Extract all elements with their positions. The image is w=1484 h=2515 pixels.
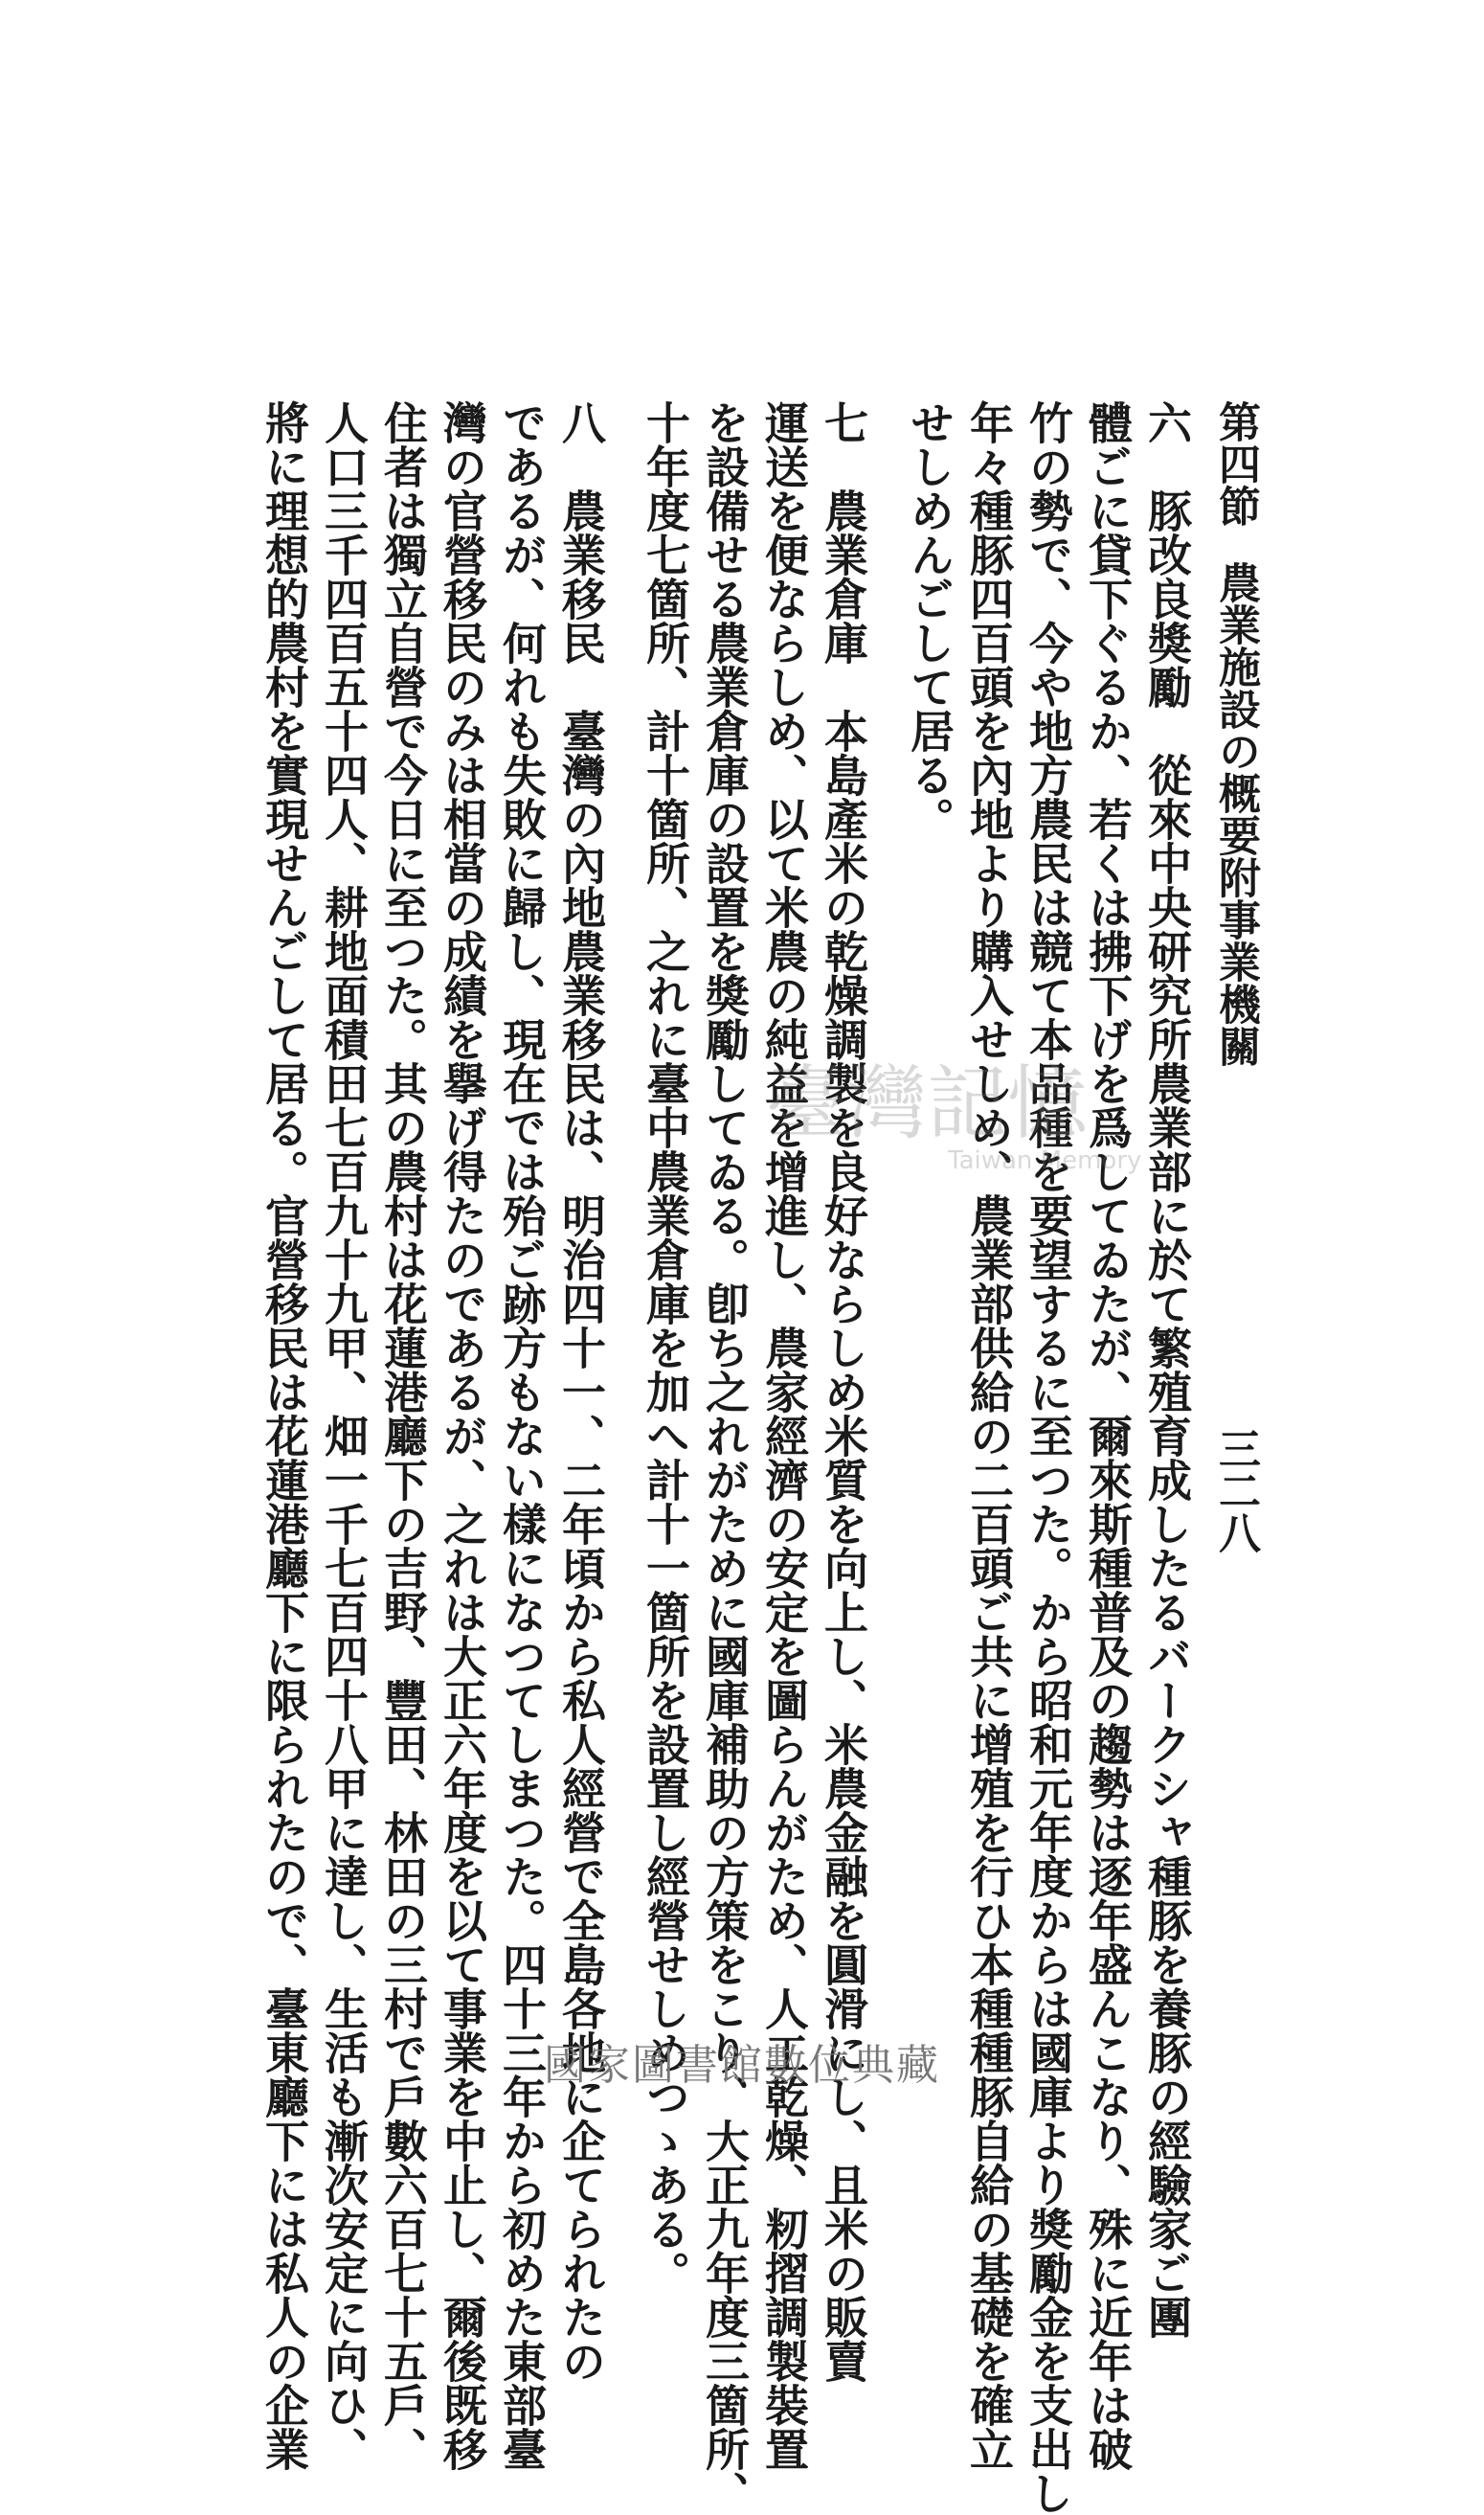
section-6-text-1: 從來中央研究所農業部に於て繁殖育成したるバークシャ種豚を養豚の經驗家ご團: [1141, 709, 1193, 2339]
footer-credit: 國家圖書館數位典藏: [544, 2041, 940, 2090]
section-8-text-1: 臺灣の內地農業移民は、明治四十一、二年頃から私人經營で全島各地に企てられたの: [555, 665, 607, 2383]
section-label: 第四節: [1211, 400, 1260, 527]
section-7-line-4: 十年度七箇所、計十箇所、之れに臺中農業倉庫を加へ計十一箇所を設置し經營せしめつゝある。: [640, 400, 691, 2295]
section-8-line-5: 人口三千四百五十四人、耕地面積田七百九十九甲、畑一千七百四十八甲に達し、生活も漸次安定に向ひ、: [318, 400, 370, 2471]
page-number: 三二八: [1211, 1427, 1260, 1553]
section-8-line-1: [555, 400, 607, 2383]
section-6-heading: 豚改良獎勵: [1141, 488, 1193, 709]
section-7-line-3: を設備せる農業倉庫の設置を獎勵してゐる。卽ち之れがために國庫補助の方策をこり、大正九年度三箇所、: [699, 400, 751, 2515]
section-7-heading: 農業倉庫: [818, 488, 869, 665]
section-8-line-6: 將に理想的農村を實現せんごして居る。官營移民は花蓮港廳下に限られたので、臺東廳下には私人の企業: [259, 400, 310, 2471]
section-8-heading: 農業移民: [555, 488, 607, 665]
section-6-line-5: せしめんごして居る。: [904, 400, 956, 841]
section-8-line-4: 住者は獨立自營で今日に至つた。其の農村は花蓮港廳下の吉野、豐田、林田の三村で戶數六百七十五戶、: [377, 400, 429, 2471]
section-6-line-4: 年々種豚四百頭を內地より購入せしめ、農業部供給の二百頭ご共に增殖を行ひ本種種豚自給の基礎を確立: [963, 400, 1015, 2471]
chapter-title: 農業施設の概要附事業機關: [1211, 561, 1260, 1067]
section-6-number: 六: [1141, 400, 1193, 444]
section-7-line-1: [818, 400, 869, 2383]
watermark-subtitle: Taiwan Memory: [948, 1146, 1142, 1175]
running-title: [1211, 400, 1260, 1067]
section-8-number: 八: [555, 400, 607, 444]
section-6-line-2: 體ごに貸下ぐるか、若くは拂下げを爲してゐたが、爾來斯種普及の趨勢は逐年盛んこなり、殊に近年は破: [1082, 400, 1134, 2471]
section-8-line-2: であるが、何れも失敗に歸し、現在では殆ご跡方もない樣になつてしまつた。四十三年から初めた東部臺: [496, 400, 548, 2471]
section-6-line-1: [1141, 400, 1193, 2339]
section-8-line-3: 灣の官營移民のみは相當の成績を擧げ得たのであるが、之れは大正六年度を以て事業を中止し、爾後既移: [437, 400, 488, 2471]
section-7-line-2: 運送を便ならしめ、以て米農の純益を增進し、農家經濟の安定を圖らんがため、人工乾燥、籾摺調製裝置: [758, 400, 810, 2471]
watermark-title: 臺灣記憶: [766, 1056, 1089, 1150]
section-7-text-1: 本島產米の乾燥調製を良好ならしめ米質を向上し、米農金融を圓滑にし、且米の販賣: [818, 665, 869, 2383]
section-7-number: 七: [818, 400, 869, 444]
section-6-line-3: 竹の勢で、今や地方農民は競て本品種を要望するに至つた。から昭和元年度からは國庫より獎勵金を支出し: [1023, 400, 1074, 2515]
